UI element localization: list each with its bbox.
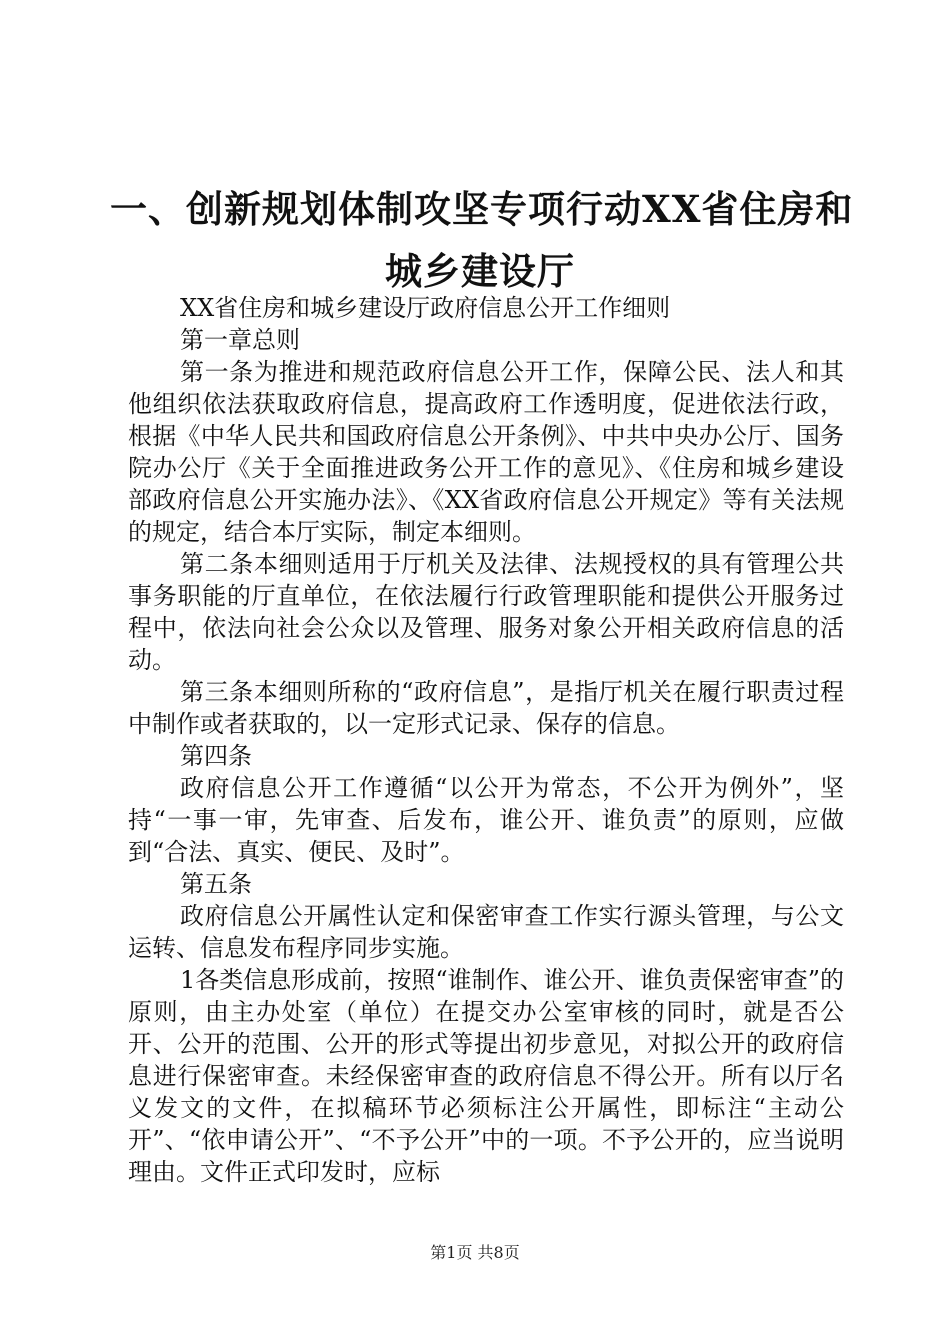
document-title-line-1: 一、创新规划体制攻坚专项行动XX省住房和 xyxy=(110,187,854,231)
article-5-heading: 第五条 xyxy=(180,870,252,898)
article-4-heading: 第四条 xyxy=(180,742,252,770)
article-5-item-1-paragraph: 1各类信息形成前，按照“谁制作、谁公开、谁负责保密审查”的原则，由主办处室（单位）在提交办公室审核的同时，就是否公开、公开的范围、公开的形式等提出初步意见，对拟公开的政府信息进行保密审查。未经保密审查的政府信息不得公开。所有以厅名义发文的文件，在拟稿环节必须标注公开属性，即标注“主动公开”、“依申请公开”、“不予公开”中的一项。不予公开的，应当说明理由。文件正式印发时，应标 xyxy=(128,966,844,1186)
chapter-heading: 第一章总则 xyxy=(180,326,300,354)
document-title xyxy=(110,178,854,302)
document-title-line-2: 城乡建设厅 xyxy=(385,249,575,293)
article-3-paragraph: 第三条本细则所称的“政府信息”，是指厅机关在履行职责过程中制作或者获取的，以一定形式记录、保存的信息。 xyxy=(128,678,844,738)
document-body xyxy=(128,292,844,1188)
subtitle-paragraph: XX省住房和城乡建设厅政府信息公开工作细则 xyxy=(180,294,671,322)
article-1-paragraph: 第一条为推进和规范政府信息公开工作，保障公民、法人和其他组织依法获取政府信息，提高政府工作透明度，促进依法行政，根据《中华人民共和国政府信息公开条例》、中共中央办公厅、国务院办公厅《关于全面推进政务公开工作的意见》、《住房和城乡建设部政府信息公开实施办法》、《XX省政府信息公开规定》等有关法规的规定，结合本厅实际，制定本细则。 xyxy=(128,358,844,546)
article-5-paragraph: 政府信息公开属性认定和保密审查工作实行源头管理，与公文运转、信息发布程序同步实施。 xyxy=(128,902,844,962)
article-4-paragraph: 政府信息公开工作遵循“以公开为常态，不公开为例外”，坚持“一事一审，先审查、后发布，谁公开、谁负责”的原则，应做到“合法、真实、便民、及时”。 xyxy=(128,774,844,866)
article-2-paragraph: 第二条本细则适用于厅机关及法律、法规授权的具有管理公共事务职能的厅直单位，在依法履行行政管理职能和提供公开服务过程中，依法向社会公众以及管理、服务对象公开相关政府信息的活动。 xyxy=(128,550,844,674)
page-footer: 第1页 共8页 xyxy=(430,1243,520,1262)
